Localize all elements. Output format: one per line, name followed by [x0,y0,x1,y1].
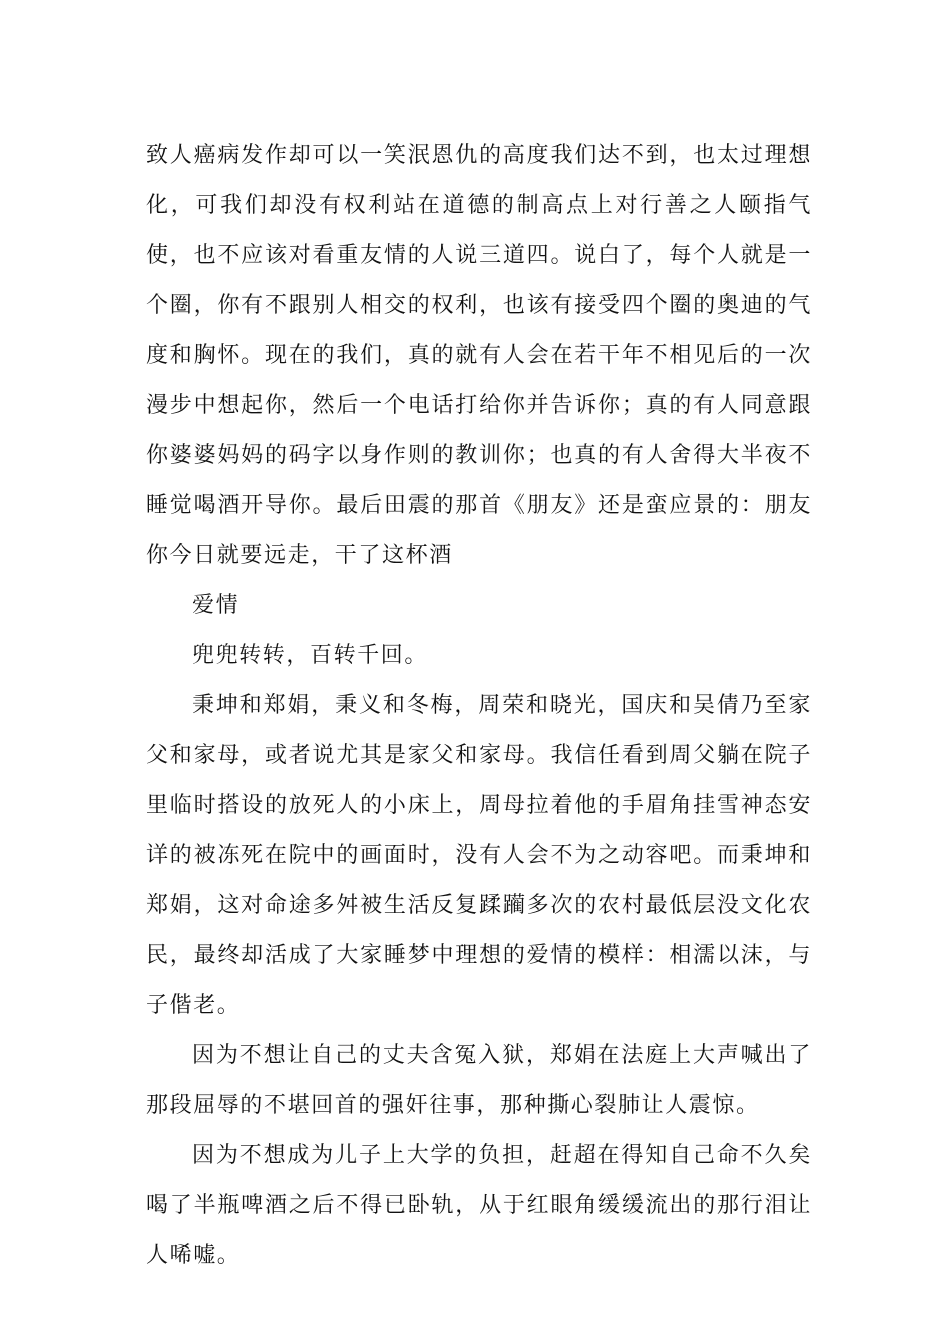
paragraph-friendship-ending: 致人癌病发作却可以一笑泯恩仇的高度我们达不到，也太过理想化，可我们却没有权利站在道德的制高点上对行善之人颐指气使，也不应该对看重友情的人说三道四。说白了，每个人就是一个圈，你有不跟别人相交的权利，也该有接受四个圈的奥迪的气度和胸怀。现在的我们，真的就有人会在若干年不相见后的一次漫步中想起你，然后一个电话打给你并告诉你；真的有人同意跟你婆婆妈妈的码字以身作则的教训你；也真的有人舍得大半夜不睡觉喝酒开导你。最后田震的那首《朋友》还是蛮应景的：朋友你今日就要远走，干了这杯酒 [146,143,812,568]
paragraph-zheng-juan: 因为不想让自己的丈夫含冤入狱，郑娟在法庭上大声喊出了那段屈辱的不堪回首的强奸往事，那种撕心裂肺让人震惊。 [146,1043,812,1118]
paragraph-couples: 秉坤和郑娟，秉义和冬梅，周荣和晓光，国庆和吴倩乃至家父和家母，或者说尤其是家父和家母。我信任看到周父躺在院子里临时搭设的放死人的小床上，周母拉着他的手眉角挂雪神态安详的被冻死在院中的画面时，没有人会不为之动容吧。而秉坤和郑娟，这对命途多舛被生活反复蹂躏多次的农村最低层没文化农民，最终却活成了大家睡梦中理想的爱情的模样：相濡以沫，与子偕老。 [146,693,812,1018]
paragraph-love-intro: 兜兜转转，百转千回。 [192,643,429,668]
document-body [146,131,812,1281]
paragraph-gan-chao: 因为不想成为儿子上大学的负担，赶超在得知自己命不久矣喝了半瓶啤酒之后不得已卧轨，从于红眼角缓缓流出的那行泪让人唏嘘。 [146,1143,812,1268]
section-heading-love: 爱情 [192,593,240,618]
